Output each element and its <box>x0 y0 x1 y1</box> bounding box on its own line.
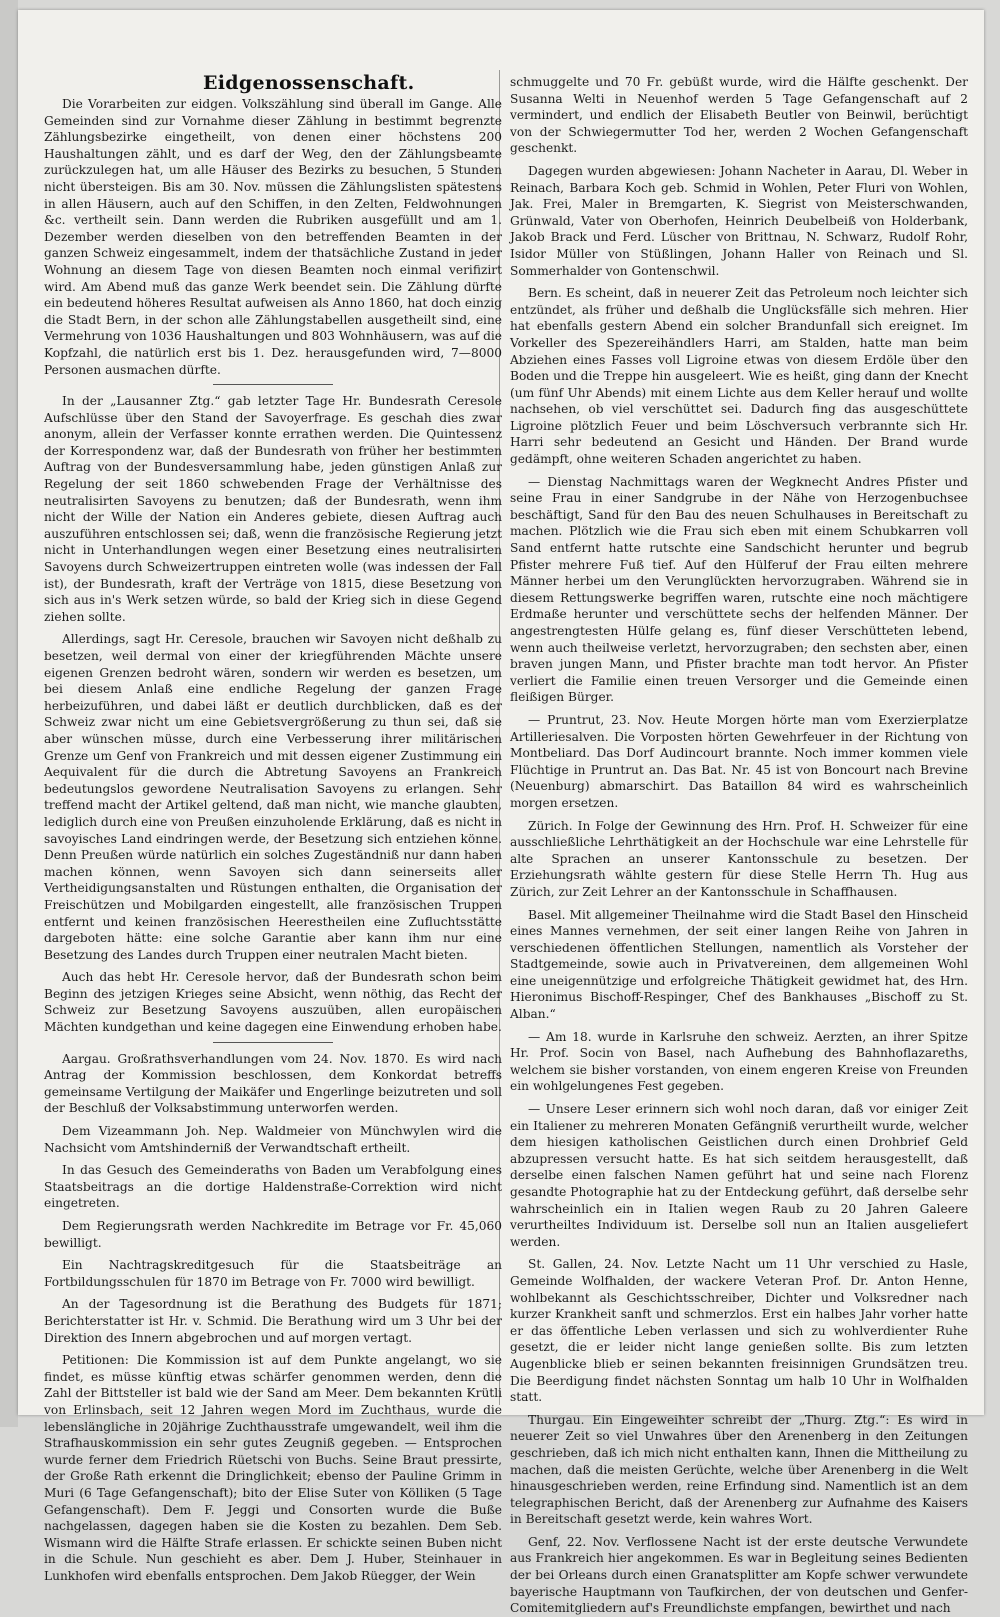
article-paragraph: Basel. Mit allgemeiner Theilnahme wird die Stadt Basel den Hinscheid eines Mannes vernehmen, der seit einer langen Reihe von Jahren in verschiedenen öffentlichen Stellungen, namentlich als Vorsteher der Stadtgemeinde, sowie auch in Privatvereinen, dem allgemeinen Wohl eine uneigennützige und erfolgreiche Thätigkeit gewidmet hat, des Hrn. Hieronimus Bischoff-Respinger, Chef des Bankhauses „Bischoff zu St. Alban.“ <box>510 907 968 1022</box>
article-paragraph: Dem Regierungsrath werden Nachkredite im Betrage vor Fr. 45,060 bewilligt. <box>44 1219 502 1250</box>
article-paragraph: An der Tagesordnung ist die Berathung des Budgets für 1871; Berichterstatter ist Hr. v. Schmid. Die Berathung wird um 3 Uhr bei der Direktion des Innern abgebrochen und auf morgen vertagt. <box>44 1297 502 1345</box>
separator <box>213 1042 333 1043</box>
article-paragraph: schmuggelte und 70 Fr. gebüßt wurde, wird die Hälfte geschenkt. Der Susanna Welti in Neuenhof werden 5 Tage Gefangenschaft auf 2 vermindert, und endlich der Elisabeth Beutler von Beinwil, berüchtigt von der Schwiegermutter Tod her, werden 2 Wochen Gefangenschaft geschenkt. <box>510 75 968 156</box>
article-paragraph: Genf, 22. Nov. Verflossene Nacht ist der erste deutsche Verwundete aus Frankreich hier angekommen. Es war in Begleitung seines Bedienten der bei Orleans durch einen Granatsplitter am Kopfe schwer verwundete bayerische Hauptmann von Taufkirchen, der von deutschen und Genfer-Comitemitgliedern auf's Freundlichste empfangen, bewirthet und nach <box>510 1534 968 1616</box>
article-paragraph: In der „Lausanner Ztg.“ gab letzter Tage Hr. Bundesrath Ceresole Aufschlüsse über den Stand der Savoyerfrage. Es geschah dies zwar anonym, allein der Verfasser konnte errathen werden. Die Quintessenz der Korrespondenz war, daß der Bundesrath von früher her bestimmten Auftrag von der Bundesversammlung habe, jeden günstigen Anlaß zur Regelung der seit 1860 schwebenden Frage der Verhältnisse des neutralisirten Savoyens zu benutzen; daß der Bundesrath, wenn ihm nicht der Wille der Nation ein Anderes gebiete, diesen Auftrag auch auszuführen entschlossen sei; daß, wenn die französische Regierung jetzt nicht in Unterhandlungen wegen einer Besetzung eines neutralisirten Savoyens durch Schweizertruppen eintreten wolle (was indessen der Fall ist), der Bundesrath, kraft der Verträge von 1815, diese Besetzung von sich aus in's Werk setzen würde, so bald der Krieg sich in diese Gegend ziehen sollte. <box>44 394 502 624</box>
article-paragraph: Auch das hebt Hr. Ceresole hervor, daß der Bundesrath schon beim Beginn des jetzigen Krieges seine Absicht, wenn nöthig, das Recht der Schweiz zur Besetzung Savoyens auszuüben, allen europäischen Mächten kundgethan und keine dagegen eine Einwendung erhoben habe. <box>44 970 502 1035</box>
article-paragraph: Aargau. Großrathsverhandlungen vom 24. Nov. 1870. Es wird nach Antrag der Kommission beschlossen, dem Konkordat betreffs gemeinsame Vertilgung der Maikäfer und Engerlinge beizutreten und soll der Beschluß der Volksabstimmung unterworfen werden. <box>44 1051 502 1116</box>
article-paragraph: In das Gesuch des Gemeinderaths von Baden um Verabfolgung eines Staatsbeitrags an die dortige Haldenstraße-Correktion wird nicht eingetreten. <box>44 1163 502 1211</box>
article-paragraph: — Dienstag Nachmittags waren der Wegknecht Andres Pfister und seine Frau in einer Sandgrube in der Nähe von Herzogenbuchsee beschäftigt, Sand für den Bau des neuen Schulhauses in Bereitschaft zu machen. Plötzlich wie die Frau sich eben mit einem Schubkarren voll Sand entfernt hatte rutschte eine Sandschicht herunter und begrub Pfister mehrere Fuß tief. Auf den Hülferuf der Frau eilten mehrere Männer herbei um den Verunglückten hervorzugraben. Während sie in diesem Rettungswerke begriffen waren, rutschte eine noch mächtigere Erdmaße herunter und verschüttete sechs der helfenden Männer. Der angestrengtesten Hülfe gelang es, fünf dieser Verschütteten lebend, wenn auch theilweise verletzt, hervorzugraben; den sechsten aber, einen braven jungen Mann, und Pfister brachte man todt hervor. An Pfister verliert die Familie einen treuen Versorger und die Gemeinde einen fleißigen Bürger. <box>510 474 968 705</box>
article-paragraph: Dagegen wurden abgewiesen: Johann Nacheter in Aarau, Dl. Weber in Reinach, Barbara Koch geb. Schmid in Wohlen, Peter Fluri von Wohlen, Jak. Frei, Maler in Bremgarten, K. Siegrist von Meisterschwanden, Grünwald, Vater von Oberhofen, Heinrich Deubelbeiß von Holderbank, Jakob Brack und Ferd. Lüscher von Brittnau, N. Schwarz, Rudolf Rohr, Isidor Müller von Stüßlingen, Johann Haller von Reinach und Sl. Sommerhalder von Gontenschwil. <box>510 163 968 278</box>
article-paragraph: — Pruntrut, 23. Nov. Heute Morgen hörte man vom Exerzierplatze Artilleriesalven. Die Vorposten hörten Gewehrfeuer in der Richtung von Montbeliard. Das Dorf Audincourt brannte. Noch immer kommen viele Flüchtige in Pruntrut an. Das Bat. Nr. 45 ist von Boncourt nach Brevine (Neuenburg) abmarschirt. Das Bataillon 84 wird es wahrscheinlich morgen ersetzen. <box>510 712 968 810</box>
article-paragraph: Allerdings, sagt Hr. Ceresole, brauchen wir Savoyen nicht deßhalb zu besetzen, weil dermal von einer der kriegführenden Mächte unsere eigenen Grenzen bedroht wären, sondern wir werden es besetzen, um bei diesem Anlaß eine endliche Regelung der ganzen Frage herbeizuführen, und dabei läßt er deutlich durchblicken, daß es der Schweiz zwar nicht um eine Gebietsvergrößerung zu thun sei, daß sie aber wünschen müsse, durch eine Verbesserung ihrer militärischen Grenze um Genf von Frankreich und mit dessen eigener Zustimmung ein Aequivalent für die durch die Abtretung Savoyens an Frankreich bedeutungslos gewordene Neutralisation Savoyens zu erlangen. Sehr treffend macht der Artikel geltend, daß man nicht, wie manche glaubten, lediglich durch eine von Preußen einzuholende Erklärung, daß es nicht in savoyisches Land eindringen werde, der Besetzung sich entziehen könne. Denn Preußen würde natürlich ein solches Zugeständniß nur dann haben machen können, wenn Savoyen sich dann seinerseits aller Vertheidigungsanstalten und Rüstungen enthalten, die Organisation der Freischützen und Mobilgarden eingestellt, alle französischen Truppen entfernt und keinen französischen Heerestheilen eine Zufluchtsstätte dargeboten hätte: eine solche Garantie aber kann ihm nur eine Besetzung des Landes durch Truppen einer neutralen Macht bieten. <box>44 632 502 962</box>
section-heading: Eidgenossenschaft. <box>203 72 415 94</box>
newspaper-page <box>18 10 984 1616</box>
article-paragraph: St. Gallen, 24. Nov. Letzte Nacht um 11 Uhr verschied zu Hasle, Gemeinde Wolfhalden, der wackere Veteran Prof. Dr. Anton Henne, wohlbekannt als Geschichtsschreiber, Dichter und Volksredner nach kurzer Krankheit sanft und schmerzlos. Erst ein halbes Jahr vorher hatte er das öffentliche Leben verlassen und sich zu wohlverdienter Ruhe gesetzt, die er leider nicht lange genießen sollte. Bis zum letzten Augenblicke blieb er seinen bekannten freisinnigen Grundsätzen treu. Die Beerdigung findet nächsten Sonntag um halb 10 Uhr in Wolfhalden statt. <box>510 1257 968 1405</box>
article-paragraph: Zürich. In Folge der Gewinnung des Hrn. Prof. H. Schweizer für eine ausschließliche Lehrthätigkeit an der Hochschule war eine Lehrstelle für alte Sprachen an unserer Kantonsschule zu besetzen. Der Erziehungsrath wählte gestern für diese Stelle Herrn Th. Hug aus Zürich, zur Zeit Lehrer an der Kantonsschule in Schaffhausen. <box>510 818 968 899</box>
article-paragraph: Dem Vizeammann Joh. Nep. Waldmeier von Münchwylen wird die Nachsicht vom Amtshinderniß der Verwandtschaft ertheilt. <box>44 1124 502 1155</box>
right-column <box>510 74 968 1616</box>
scan-edge <box>0 0 18 1427</box>
article-paragraph: — Unsere Leser erinnern sich wohl noch daran, daß vor einiger Zeit ein Italiener zu mehreren Monaten Gefängniß verurtheilt wurde, welcher dem hiesigen katholischen Geistlichen durch einen Drohbrief Geld abzupressen versucht hatte. Es hat sich seitdem herausgestellt, daß derselbe einen falschen Namen geführt hat und seine nach Florenz gesandte Photographie hat zu der Entdeckung geführt, daß derselbe sehr wahrscheinlich ein in Italien wegen Raub zu 20 Jahren Galeere verurtheiltes Individuum ist. Derselbe soll nun an Italien ausgeliefert werden. <box>510 1102 968 1249</box>
article-paragraph: Ein Nachtragskreditgesuch für die Staatsbeiträge an Fortbildungsschulen für 1870 im Betrage von Fr. 7000 wird bewilligt. <box>44 1258 502 1289</box>
left-column <box>44 72 502 1583</box>
article-paragraph: Bern. Es scheint, daß in neuerer Zeit das Petroleum noch leichter sich entzündet, als früher und deßhalb die Unglücksfälle sich mehren. Hier hat ebenfalls gestern Abend ein solcher Brandunfall sich ereignet. Im Vorkeller des Spezereihändlers Harri, am Stalden, hatte man beim Abziehen eines Fasses voll Ligroine etwas von diesem Erdöle über den Boden und die Treppe hin ausgeleert. Wie es heißt, ging dann der Knecht (um fünf Uhr Abends) mit einem Lichte aus dem Keller herauf und wollte nachsehen, ob viel verschüttet sei. Dadurch fing das ausgeschüttete Ligroine plötzlich Feuer und beim Löschversuch verbrannte sich Hr. Harri sehr bedeutend an Gesicht und Händen. Der Brand wurde gedämpft, ohne weiteren Schaden angerichtet zu haben. <box>510 286 968 467</box>
separator <box>213 384 333 385</box>
article-paragraph: Die Vorarbeiten zur eidgen. Volkszählung sind überall im Gange. Alle Gemeinden sind zur Vornahme dieser Zählung in bestimmt begrenzte Zählungsbezirke eingetheilt, von denen einer höchstens 200 Haushaltungen zählt, und es darf der Weg, den der Zählungsbeamte zurückzulegen hat, um alle Häuser des Bezirks zu besuchen, 5 Stunden nicht übersteigen. Bis am 30. Nov. müssen die Zählungslisten spätestens in allen Häusern, auch auf den Schiffen, in den Zelten, Feldwohnungen &c. vertheilt sein. Dann werden die Rubriken ausgefüllt und am 1. Dezember werden dieselben von den betreffenden Beamten in der ganzen Schweiz eingesammelt, indem der thatsächliche Zustand in jeder Wohnung an diesem Tage von diesen Beamten noch einmal verifizirt wird. Am Abend muß das ganze Werk beendet sein. Die Zählung dürfte ein bedeutend höheres Resultat aufweisen als Anno 1860, hat doch einzig die Stadt Bern, in der schon alle Zählungstabellen ausgetheilt sind, eine Vermehrung von 1036 Haushaltungen und 803 Wohnhäusern, was auf die Kopfzahl, die natürlich erst bis 1. Dez. herausgefunden wird, 7—8000 Personen ausmachen dürfte. <box>44 97 502 377</box>
article-paragraph: Petitionen: Die Kommission ist auf dem Punkte angelangt, wo sie findet, es müsse künftig etwas schärfer genommen werden, denn die Zahl der Bittsteller ist bald wie der Sand am Meer. Dem bekannten Krütli von Erlinsbach, seit 12 Jahren wegen Mord im Zuchthaus, wurde die lebenslängliche in 20jährige Zuchthausstrafe umgewandelt, weil ihm die Strafhauskommission ein sehr gutes Zeugniß gegeben. — Entsprochen wurde ferner dem Friedrich Rüetschi von Buchs. Seine Braut pressirte, der Große Rath erkennt die Dringlichkeit; ebenso der Pauline Grimm in Muri (6 Tage Gefangenschaft); bito der Elise Suter von Kölliken (5 Tage Gefangenschaft). Dem F. Jeggi und Consorten wurde die Buße nachgelassen, dagegen haben sie die Kosten zu bezahlen. Dem Seb. Wismann wird die Hälfte Strafe erlassen. Er schickte seinen Buben nicht in die Schule. Nun geschieht es aber. Dem J. Huber, Steinhauer in Lunkhofen wird ebenfalls entsprochen. Dem Jakob Rüegger, der Wein <box>44 1353 502 1583</box>
article-paragraph: — Am 18. wurde in Karlsruhe den schweiz. Aerzten, an ihrer Spitze Hr. Prof. Socin von Basel, nach Aufhebung des Bahnhoflazareths, welchem sie bisher vorstanden, von einem engeren Kreise von Freunden ein wohlgelungenes Fest gegeben. <box>510 1029 968 1094</box>
article-paragraph: Thurgau. Ein Eingeweihter schreibt der „Thurg. Ztg.“: Es wird in neuerer Zeit so viel Unwahres über den Arenenberg in den Zeitungen geschrieben, daß ich mich nicht enthalten kann, Ihnen die Mittheilung zu machen, daß die meisten Gerüchte, welche über Arenenberg in die Welt hinausgeschrieben werden, reine Erfindung sind. Namentlich ist an dem telegraphischen Bericht, daß der Arenenberg zur Aufnahme des Kaisers in Bereitschaft gesetzt werde, kein wahres Wort. <box>510 1412 968 1527</box>
